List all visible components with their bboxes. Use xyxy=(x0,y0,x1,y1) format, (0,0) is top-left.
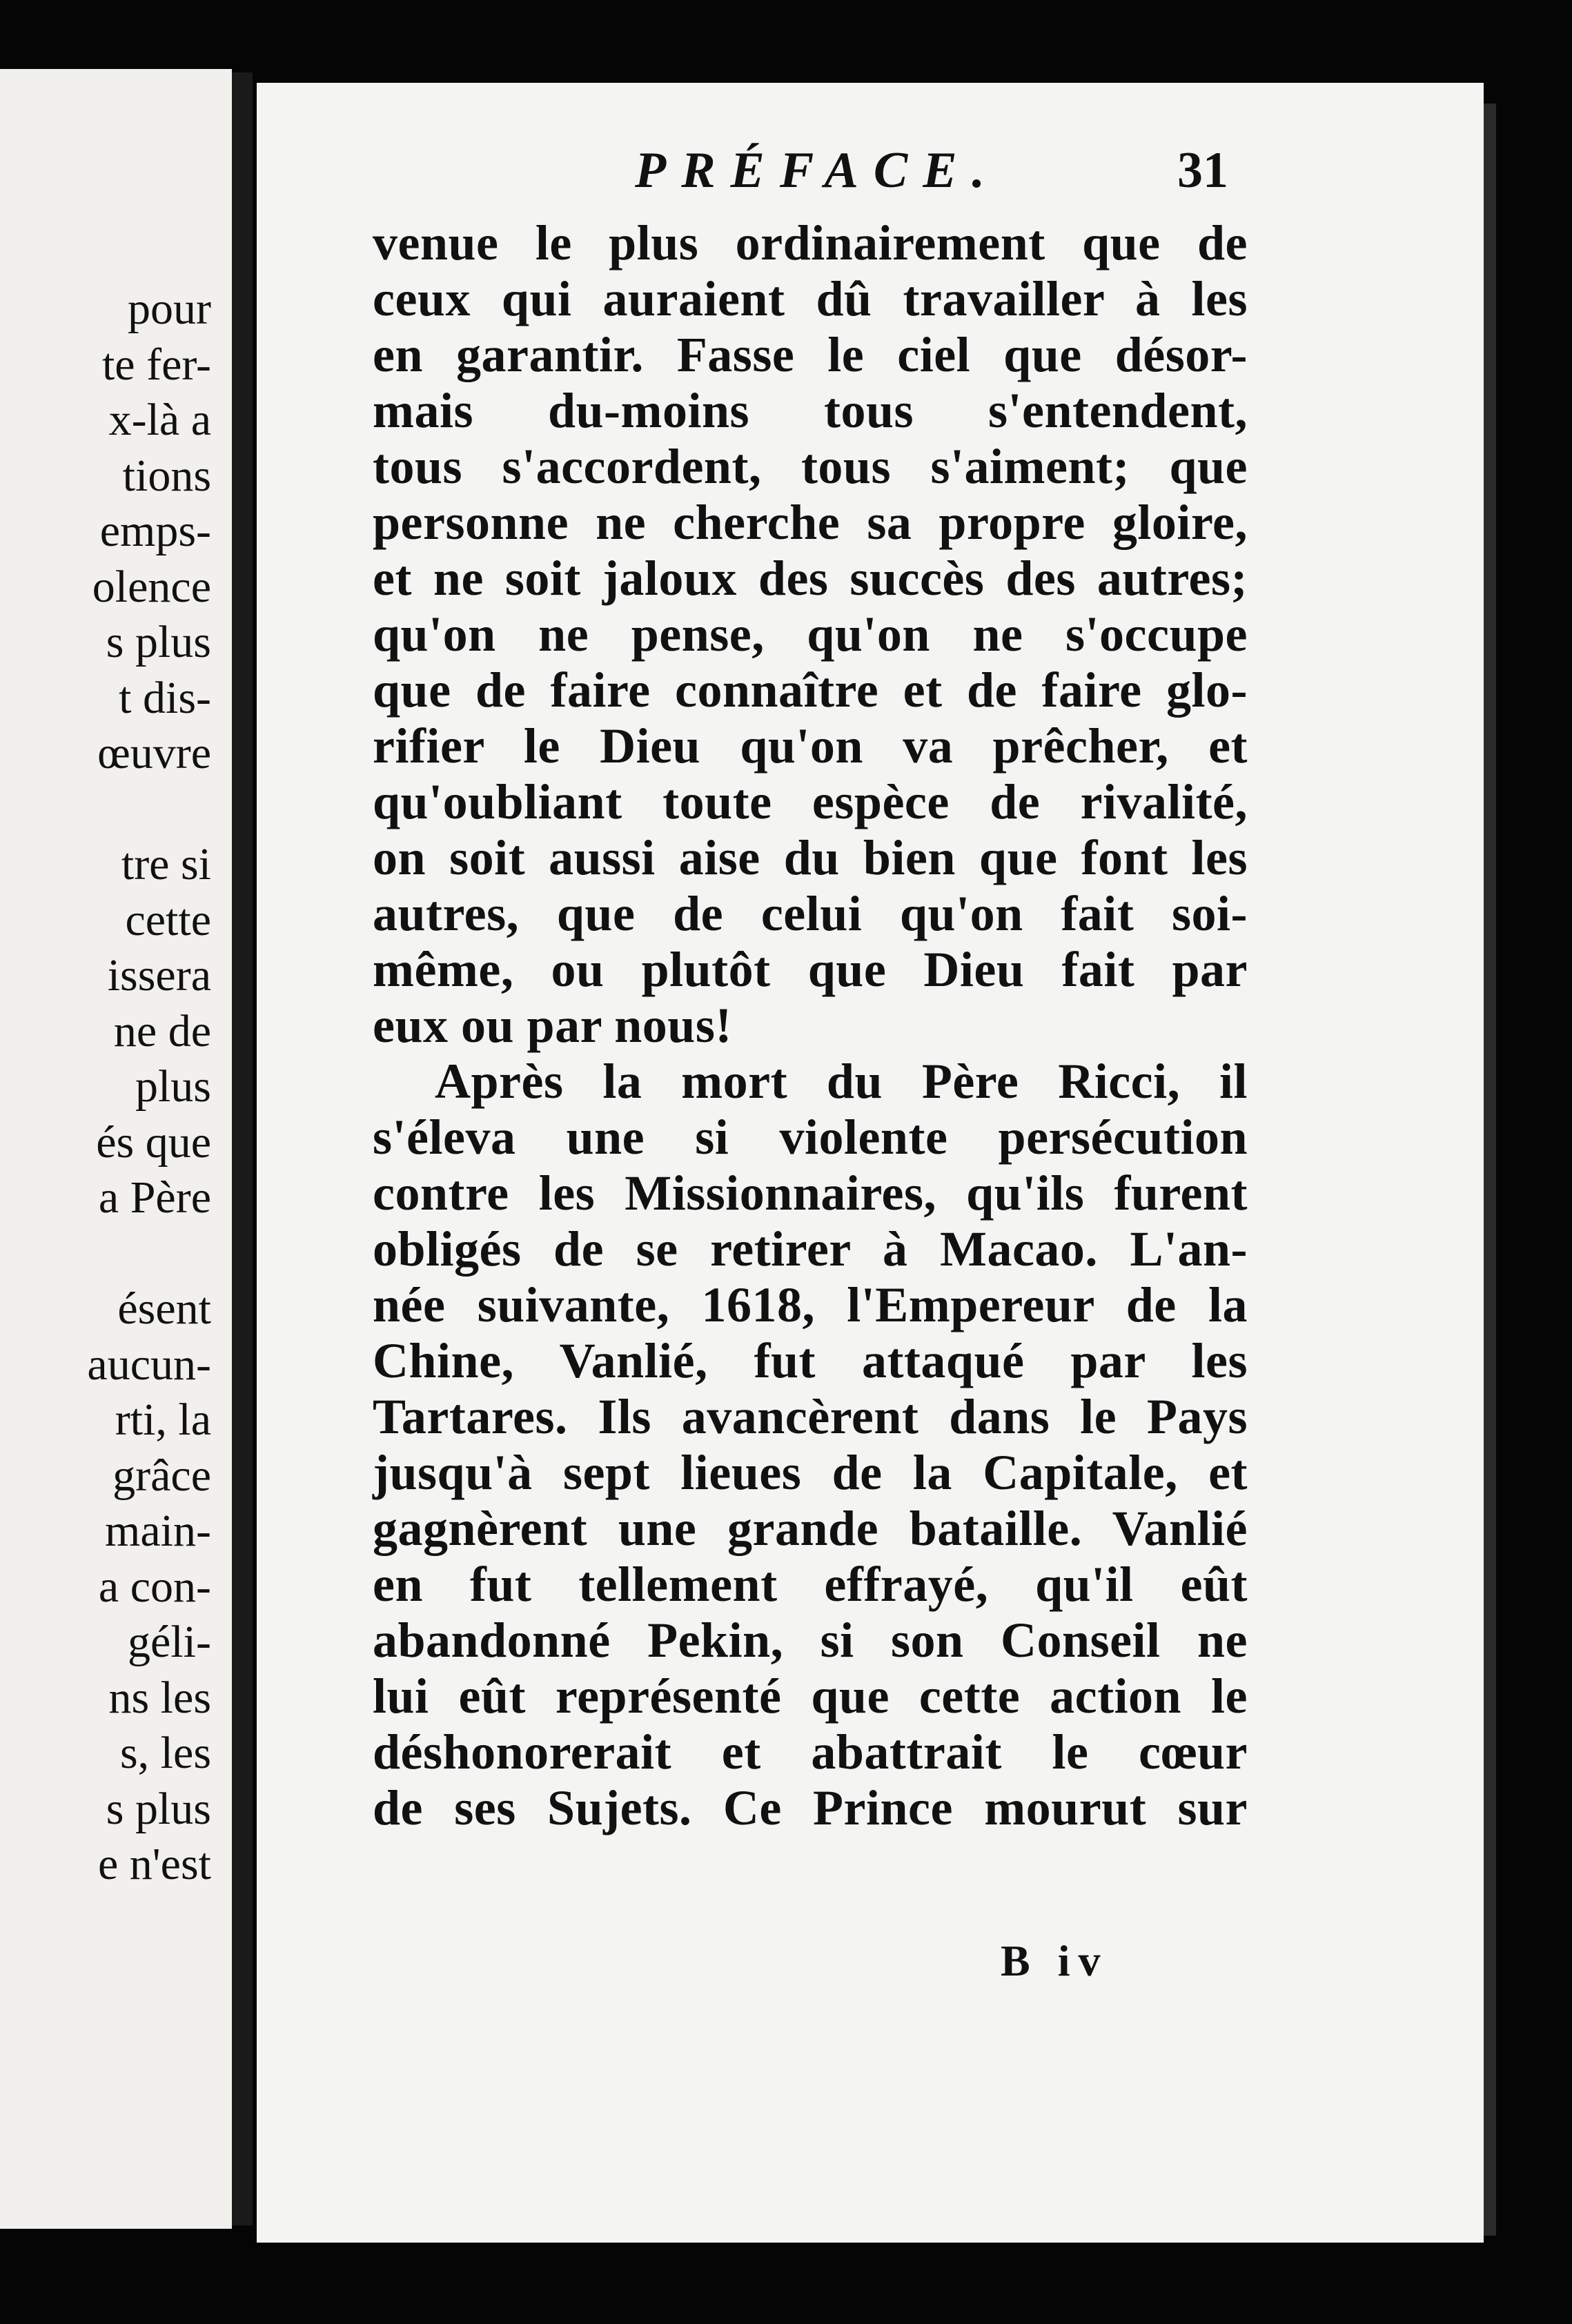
left-page-line-fragment: s plus xyxy=(106,1783,211,1834)
left-page-line-fragment: emps- xyxy=(99,506,211,556)
left-facing-page xyxy=(0,69,232,2229)
body-text xyxy=(373,215,1248,1836)
left-page-line-fragment: main- xyxy=(105,1506,211,1556)
left-page-line-fragment: tions xyxy=(122,450,211,501)
left-page-line-fragment xyxy=(87,782,211,838)
text-line: même, ou plutôt que Dieu fait par xyxy=(373,942,1248,997)
text-line: en fut tellement effrayé, qu'il eût xyxy=(373,1557,1248,1612)
left-page-line-fragment: ésent xyxy=(117,1283,211,1334)
paragraph-start-line: Après la mort du Père Ricci, il xyxy=(435,1054,1248,1109)
paragraph-end-line: eux ou par nous! xyxy=(373,998,732,1053)
signature-mark: B iv xyxy=(1001,1936,1109,1985)
left-page-line-fragment xyxy=(87,1226,211,1282)
page-number: 31 xyxy=(1177,142,1228,199)
left-page-line-fragment: issera xyxy=(107,950,211,1001)
left-page-line-fragment: cette xyxy=(125,894,211,945)
text-line: tous s'accordent, tous s'aiment; que xyxy=(373,439,1248,494)
text-line: abandonné Pekin, si son Conseil ne xyxy=(373,1613,1248,1668)
left-page-line-fragment: ne de xyxy=(113,1005,211,1056)
text-line: ceux qui auraient dû travailler à les xyxy=(373,271,1248,326)
text-line: qu'on ne pense, qu'on ne s'occupe xyxy=(373,607,1248,662)
text-line: rifier le Dieu qu'on va prêcher, et xyxy=(373,718,1248,774)
left-page-line-fragment: plus xyxy=(135,1061,211,1112)
left-page-line-fragment: tre si xyxy=(121,839,211,889)
text-line: gagnèrent une grande bataille. Vanlié xyxy=(373,1501,1248,1556)
text-line: que de faire connaître et de faire glo- xyxy=(373,662,1248,718)
left-page-line-fragment: te fer- xyxy=(101,339,211,390)
left-page-line-fragment: s plus xyxy=(106,617,211,667)
text-line: autres, que de celui qu'on fait soi- xyxy=(373,886,1248,941)
left-page-line-fragment: olence xyxy=(92,561,211,612)
left-page-line-fragment: rti, la xyxy=(115,1395,211,1445)
running-head: PRÉFACE. xyxy=(635,142,1001,199)
text-line: déshonorerait et abattrait le cœur xyxy=(373,1724,1248,1780)
page-edge-shadow xyxy=(1484,104,1496,2236)
text-line: personne ne cherche sa propre gloire, xyxy=(373,495,1248,550)
text-line: Chine, Vanlié, fut attaqué par les xyxy=(373,1333,1248,1388)
text-line: et ne soit jaloux des succès des autres; xyxy=(373,551,1248,606)
left-page-line-fragment: a Père xyxy=(98,1172,211,1223)
text-line: qu'oubliant toute espèce de rivalité, xyxy=(373,774,1248,829)
left-page-line-fragment: géli- xyxy=(128,1617,211,1667)
text-line: jusqu'à sept lieues de la Capitale, et xyxy=(373,1445,1248,1500)
text-line: de ses Sujets. Ce Prince mourut sur xyxy=(373,1780,1248,1835)
text-line: s'éleva une si violente persécution xyxy=(373,1110,1248,1165)
text-line: née suivante, 1618, l'Empereur de la xyxy=(373,1277,1248,1332)
left-page-line-fragment: s, les xyxy=(120,1728,211,1778)
text-line: obligés de se retirer à Macao. L'an- xyxy=(373,1221,1248,1277)
left-page-text-fragments xyxy=(87,282,211,1893)
left-page-line-fragment: x-là a xyxy=(108,395,211,445)
text-line: on soit aussi aise du bien que font les xyxy=(373,830,1248,885)
text-line: mais du-moins tous s'entendent, xyxy=(373,383,1248,438)
left-page-line-fragment: t dis- xyxy=(119,672,211,723)
text-line: venue le plus ordinairement que de xyxy=(373,215,1248,270)
left-page-line-fragment: e n'est xyxy=(97,1839,211,1889)
page-header xyxy=(373,141,1270,217)
text-line: contre les Missionnaires, qu'ils furent xyxy=(373,1165,1248,1221)
left-page-line-fragment: a con- xyxy=(98,1561,211,1612)
text-line: en garantir. Fasse le ciel que désor- xyxy=(373,327,1248,382)
left-page-line-fragment: aucun- xyxy=(87,1339,211,1390)
left-page-line-fragment: és que xyxy=(96,1116,211,1168)
left-page-line-fragment: ns les xyxy=(108,1672,211,1723)
book-gutter xyxy=(232,72,253,2225)
left-page-line-fragment: pour xyxy=(128,284,211,334)
left-page-line-fragment: grâce xyxy=(112,1450,211,1501)
text-line: lui eût représenté que cette action le xyxy=(373,1668,1248,1724)
left-page-line-fragment: œuvre xyxy=(97,728,211,778)
text-line: Tartares. Ils avancèrent dans le Pays xyxy=(373,1389,1248,1444)
